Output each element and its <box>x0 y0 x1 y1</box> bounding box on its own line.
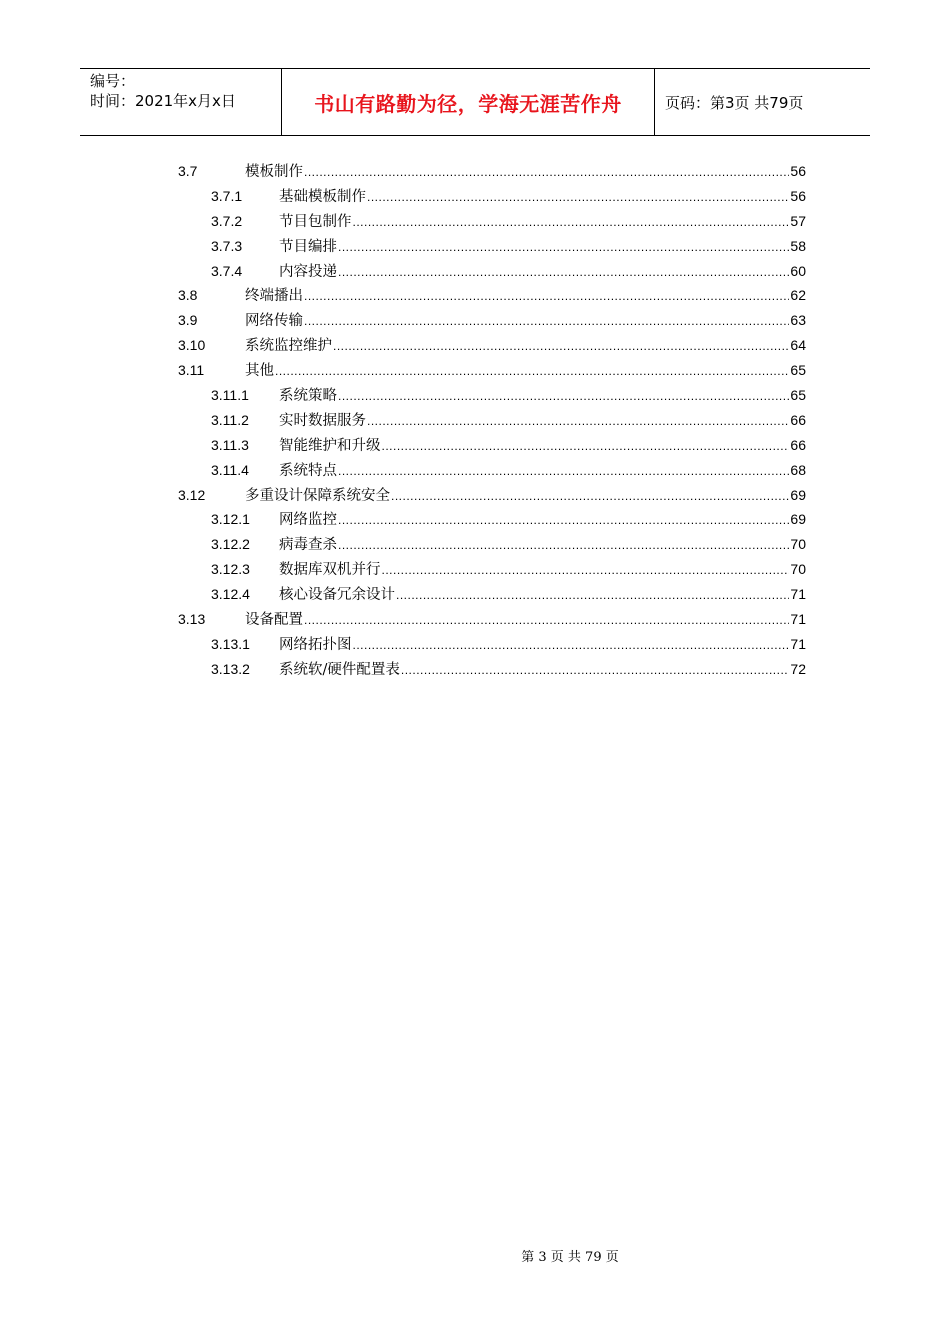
toc-entry-number: 3.11.2 <box>211 411 249 428</box>
toc-entry-title: 模板制作 <box>245 164 303 180</box>
toc-entry-number: 3.12 <box>178 486 206 503</box>
toc-entry[interactable] <box>178 384 806 409</box>
toc-entry-page: 60 <box>790 262 806 279</box>
toc-entry-title: 核心设备冗余设计 <box>279 587 395 604</box>
toc-entry-page: 72 <box>790 660 806 677</box>
toc-entry-leader <box>396 584 789 606</box>
toc-entry[interactable] <box>178 185 806 210</box>
toc-entry-title: 设备配置 <box>245 612 303 629</box>
toc-entry-leader <box>304 161 789 183</box>
page-footer: 第 3 页 共 79 页 <box>521 1250 619 1265</box>
toc-entry-leader <box>382 559 790 581</box>
toc-entry-title: 系统策略 <box>279 388 337 405</box>
toc-entry[interactable] <box>178 434 806 459</box>
toc-entry[interactable] <box>178 284 806 309</box>
toc-entry-title: 其他 <box>245 363 274 380</box>
toc-entry-number: 3.11.1 <box>211 387 249 404</box>
toc-entry-page: 69 <box>790 511 806 528</box>
toc-entry-title: 系统监控维护 <box>245 338 332 355</box>
toc-entry-title: 数据库双机并行 <box>279 562 381 579</box>
header-meta-cell <box>80 69 282 135</box>
toc-entry-leader <box>275 360 789 382</box>
toc-entry-number: 3.7 <box>178 163 198 179</box>
toc-entry-number: 3.10 <box>178 337 206 354</box>
toc-entry-page: 69 <box>790 486 806 503</box>
toc-entry[interactable] <box>178 409 806 434</box>
toc-entry[interactable] <box>178 260 806 285</box>
toc-entry[interactable] <box>178 334 806 359</box>
toc-entry[interactable] <box>178 558 806 583</box>
toc-entry-number: 3.13.2 <box>211 660 250 677</box>
toc-entry-number: 3.7.4 <box>211 262 243 279</box>
toc-entry-title: 内容投递 <box>279 263 337 280</box>
toc-entry-leader <box>353 634 790 656</box>
toc-entry-page: 65 <box>790 362 806 379</box>
toc-entry-number: 3.13 <box>178 611 206 628</box>
toc-entry-number: 3.13.1 <box>211 635 250 652</box>
toc-entry-leader <box>338 460 789 482</box>
toc-entry-page: 56 <box>790 187 806 204</box>
toc-entry-leader <box>338 385 789 407</box>
header-page-info: 页码：第3页 共79页 <box>665 93 804 112</box>
toc-entry[interactable] <box>178 658 806 683</box>
toc-entry-leader <box>304 609 789 631</box>
toc-entry-number: 3.7.1 <box>211 187 243 204</box>
toc-entry-page: 62 <box>790 287 806 304</box>
toc-entry-title: 节目编排 <box>279 238 337 255</box>
toc-entry-number: 3.8 <box>178 287 198 304</box>
toc-entry-title: 网络监控 <box>279 512 337 529</box>
toc-entry-title: 系统特点 <box>279 462 337 479</box>
toc-entry[interactable] <box>178 608 806 633</box>
toc-entry-page: 56 <box>790 163 806 179</box>
toc-entry-number: 3.11 <box>178 362 205 379</box>
document-number-label: 编号： <box>90 72 136 90</box>
toc-entry-page: 71 <box>790 586 806 603</box>
toc-entry[interactable] <box>178 235 806 260</box>
toc-entry[interactable] <box>178 533 806 558</box>
toc-entry[interactable] <box>178 359 806 384</box>
toc-entry-number: 3.7.3 <box>211 237 243 254</box>
toc-entry-leader <box>333 335 789 357</box>
toc-entry-number: 3.11.3 <box>211 436 249 453</box>
toc-entry-title: 网络传输 <box>245 313 303 330</box>
toc-entry-number: 3.12.4 <box>211 586 250 603</box>
toc-entry-leader <box>382 435 790 457</box>
toc-entry-page: 71 <box>790 635 806 652</box>
toc-entry-page: 68 <box>790 461 806 478</box>
toc-entry-title: 实时数据服务 <box>279 412 366 429</box>
toc-entry[interactable] <box>178 484 806 509</box>
toc-entry-title: 网络拓扑图 <box>279 636 352 653</box>
toc-entry-title: 智能维护和升级 <box>279 437 381 454</box>
toc-entry-leader <box>304 310 789 332</box>
toc-entry-number: 3.12.2 <box>211 536 250 553</box>
toc-entry-leader <box>304 285 789 307</box>
toc-entry[interactable] <box>178 309 806 334</box>
toc-entry-number: 3.7.2 <box>211 212 243 229</box>
toc-entry[interactable] <box>178 633 806 658</box>
toc-entry-page: 64 <box>790 337 806 354</box>
toc-entry[interactable] <box>178 160 806 185</box>
toc-entry-number: 3.11.4 <box>211 461 249 478</box>
toc-entry-leader <box>338 509 789 531</box>
toc-entry-number: 3.9 <box>178 312 198 329</box>
header-motto-cell <box>282 69 655 135</box>
toc-entry[interactable] <box>178 583 806 608</box>
toc-entry-page: 65 <box>790 387 806 404</box>
toc-entry-leader <box>401 659 790 681</box>
table-of-contents <box>178 160 806 683</box>
toc-entry[interactable] <box>178 459 806 484</box>
toc-entry-leader <box>338 236 789 258</box>
toc-entry-title: 多重设计保障系统安全 <box>245 487 390 504</box>
toc-entry-page: 70 <box>790 561 806 578</box>
toc-entry-number: 3.12.3 <box>211 561 250 578</box>
document-time-label: 时间：2021年x月x日 <box>90 92 236 110</box>
toc-entry-leader <box>367 410 789 432</box>
toc-entry-title: 终端播出 <box>245 288 303 305</box>
toc-entry-page: 70 <box>790 536 806 553</box>
toc-entry-leader <box>353 211 790 233</box>
toc-entry-leader <box>338 261 789 283</box>
toc-entry-page: 71 <box>790 611 806 628</box>
page-header <box>80 68 870 136</box>
header-page-cell <box>655 69 870 135</box>
toc-entry-page: 66 <box>790 436 806 453</box>
toc-entry-leader <box>367 186 789 208</box>
toc-entry-number: 3.12.1 <box>211 511 250 528</box>
header-motto: 书山有路勤为径，学海无涯苦作舟 <box>314 91 622 116</box>
toc-entry-title: 系统软/硬件配置表 <box>279 661 400 678</box>
toc-entry-page: 63 <box>790 312 806 329</box>
toc-entry-page: 58 <box>790 237 806 254</box>
toc-entry-title: 病毒查杀 <box>279 537 337 554</box>
toc-entry-page: 66 <box>790 411 806 428</box>
toc-entry[interactable] <box>178 210 806 235</box>
toc-entry-page: 57 <box>790 212 806 229</box>
toc-entry-title: 节目包制作 <box>279 213 352 230</box>
toc-entry-title: 基础模板制作 <box>279 188 366 205</box>
toc-entry[interactable] <box>178 508 806 533</box>
toc-entry-leader <box>338 534 789 556</box>
toc-entry-leader <box>391 485 789 507</box>
